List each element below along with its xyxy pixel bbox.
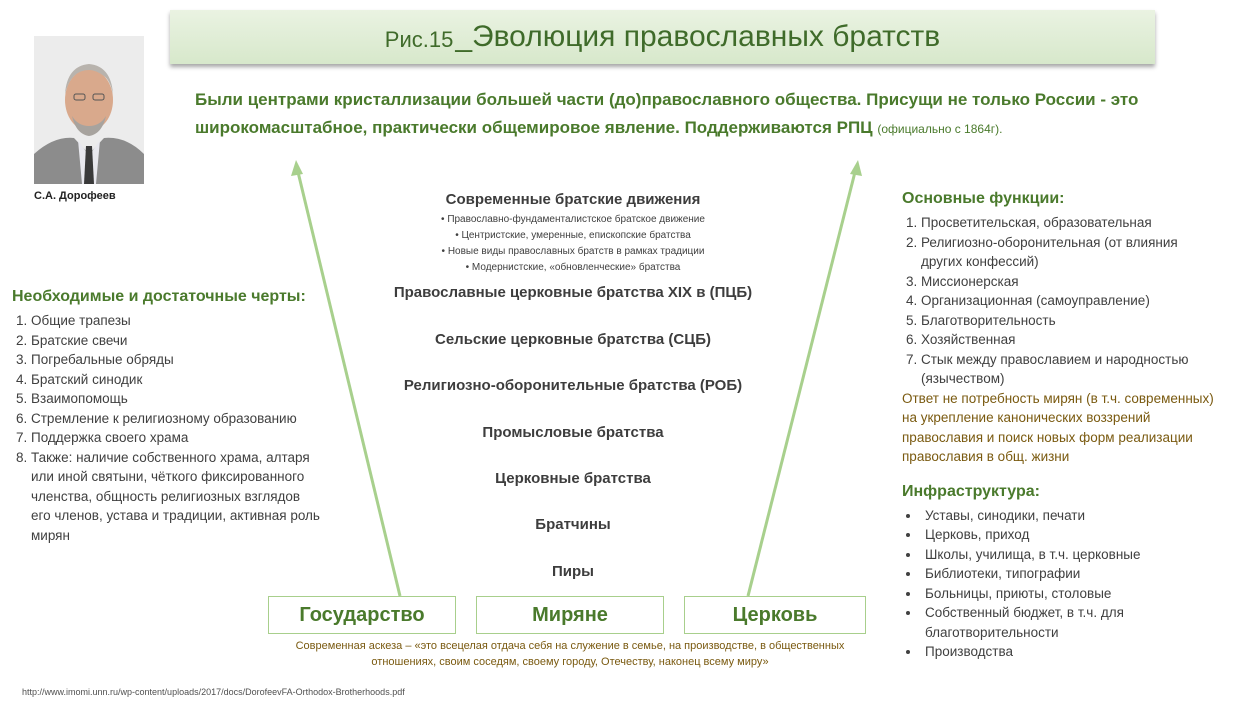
list-item: • Модернистские, «обновленческие» братства bbox=[350, 260, 796, 276]
headline-text: Были центрами кристаллизации большей части (до)православного общества. Присущи не только России - это широкомасштабное, практически общемировое явление. Поддерживаются РПЦ bbox=[195, 90, 1139, 137]
infrastructure-title: Инфраструктура: bbox=[902, 482, 1040, 500]
functions-panel bbox=[902, 190, 1220, 662]
list-item: 4. Организационная (самоуправление) bbox=[921, 291, 1220, 311]
list-item: 3. Погребальные обряды bbox=[31, 350, 322, 370]
list-item: • Школы, училища, в т.ч. церковные bbox=[921, 545, 1220, 565]
list-item: 4. Братский синодик bbox=[31, 370, 322, 390]
stage-rob: Религиозно-оборонительные братства (РОБ) bbox=[403, 377, 743, 394]
list-item: • Производства bbox=[921, 642, 1220, 662]
functions-title: Основные функции: bbox=[902, 190, 1065, 207]
state-box: Государство bbox=[268, 596, 456, 634]
right-arrow-head bbox=[850, 160, 862, 176]
left-arrow-head bbox=[291, 160, 303, 176]
list-item: 1. Общие трапезы bbox=[31, 311, 322, 331]
figure-number: Рис.15 bbox=[384, 27, 454, 52]
asceticism-quote: Современная аскеза – «это всецелая отдача себя на служение в семье, на производстве, в общественных отношениях, своим соседям, своему городу, Отечеству, наконец всему миру» bbox=[295, 640, 845, 668]
functions-list bbox=[902, 213, 1220, 389]
list-item: • Новые виды православных братств в рамках традиции bbox=[350, 244, 796, 260]
photo-caption: С.А. Дорофеев bbox=[34, 190, 116, 202]
stage-bratchiny: Братчины bbox=[535, 516, 611, 533]
modern-title: Современные братские движения bbox=[445, 191, 701, 208]
church-box: Церковь bbox=[684, 596, 866, 634]
features-title: Необходимые и достаточные черты: bbox=[12, 288, 306, 305]
source-link[interactable]: http://www.imomi.unn.ru/wp-content/uploads/2017/docs/DorofeevFA-Orthodox-Brotherhoods.pdf bbox=[22, 687, 405, 697]
list-item: • Библиотеки, типографии bbox=[921, 564, 1220, 584]
stage-scb: Сельские церковные братства (СЦБ) bbox=[434, 331, 711, 348]
answer-text: Ответ не потребность мирян (в т.ч. современных) на укрепление канонических воззрений православия и поиск новых форм реализации православия в общ. жизни bbox=[902, 390, 1214, 464]
stage-craft: Промысловые братства bbox=[482, 424, 664, 441]
list-item: • Церковь, приход bbox=[921, 525, 1220, 545]
headline-note: (официально с 1864г). bbox=[877, 122, 1003, 136]
list-item: 6. Стремление к религиозному образованию bbox=[31, 409, 322, 429]
page-title: _Эволюция православных братств bbox=[455, 20, 941, 53]
features-list bbox=[12, 311, 322, 545]
list-item: • Православно-фундаменталистское братское движение bbox=[350, 212, 796, 228]
list-item: • Больницы, приюты, столовые bbox=[921, 584, 1220, 604]
list-item: 1. Просветительская, образовательная bbox=[921, 213, 1220, 233]
list-item: 6. Хозяйственная bbox=[921, 330, 1220, 350]
laity-box: Миряне bbox=[476, 596, 664, 634]
features-panel bbox=[12, 288, 322, 545]
stage-pcb: Православные церковные братства XIX в (ПЦБ) bbox=[393, 284, 753, 301]
list-item: 8. Также: наличие собственного храма, алтаря или иной святыни, чёткого фиксированного членства, общность религиозных взглядов его членов, устава и традиции, активная роль мирян bbox=[31, 448, 322, 546]
list-item: 7. Стык между православием и народностью (язычеством) bbox=[921, 350, 1220, 389]
list-item: 5. Благотворительность bbox=[921, 311, 1220, 331]
list-item: • Центристские, умеренные, епископские братства bbox=[350, 228, 796, 244]
list-item: • Собственный бюджет, в т.ч. для благотворительности bbox=[921, 603, 1220, 642]
list-item: 2. Братские свечи bbox=[31, 331, 322, 351]
modern-movements bbox=[350, 188, 796, 276]
stage-feasts: Пиры bbox=[552, 563, 594, 580]
list-item: 5. Взаимопомощь bbox=[31, 389, 322, 409]
list-item: 2. Религиозно-оборонительная (от влияния других конфессий) bbox=[921, 233, 1220, 272]
list-item: 3. Миссионерская bbox=[921, 272, 1220, 292]
list-item: • Уставы, синодики, печати bbox=[921, 506, 1220, 526]
stage-church: Церковные братства bbox=[495, 470, 651, 487]
infrastructure-list bbox=[902, 506, 1220, 662]
list-item: 7. Поддержка своего храма bbox=[31, 428, 322, 448]
modern-list bbox=[350, 212, 796, 276]
